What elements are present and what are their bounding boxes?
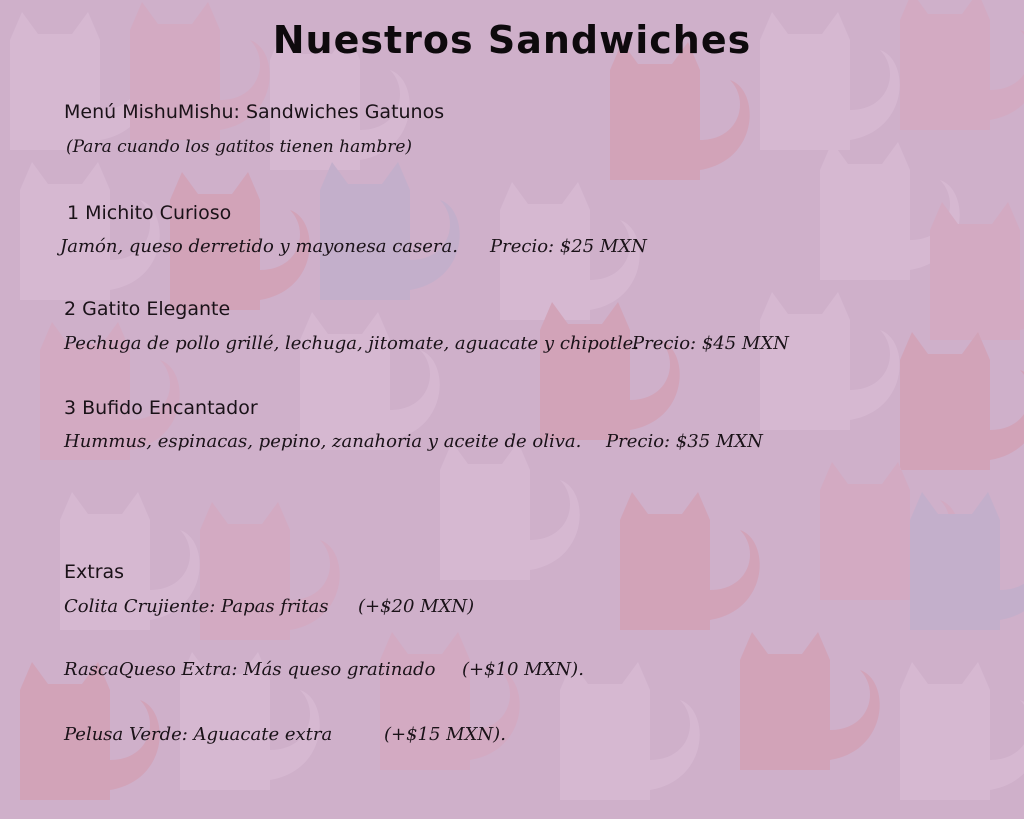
extras-heading: Extras — [64, 561, 125, 583]
menu-subtitle: (Para cuando los gatitos tienen hambre) — [66, 137, 413, 157]
extra-price: (+$15 MXN). — [384, 724, 506, 745]
item-name: 1 Michito Curioso — [67, 202, 232, 224]
extra-label: Pelusa Verde: Aguacate extra — [64, 724, 333, 745]
extra-price: (+$20 MXN) — [358, 596, 475, 617]
extra-label: RascaQueso Extra: Más queso gratinado — [64, 659, 436, 680]
item-name: 2 Gatito Elegante — [64, 298, 231, 320]
item-price: Precio: $45 MXN — [632, 333, 789, 354]
item-price: Precio: $25 MXN — [490, 236, 647, 257]
page-title: Nuestros Sandwiches — [272, 18, 752, 62]
extra-label: Colita Crujiente: Papas fritas — [64, 596, 329, 617]
item-description: Pechuga de pollo grillé, lechuga, jitomate, aguacate y chipotle. — [64, 333, 639, 354]
item-description: Jamón, queso derretido y mayonesa casera. — [60, 236, 458, 257]
extra-price: (+$10 MXN). — [462, 659, 584, 680]
item-description: Hummus, espinacas, pepino, zanahoria y aceite de oliva. — [64, 431, 582, 452]
item-price: Precio: $35 MXN — [606, 431, 763, 452]
item-name: 3 Bufido Encantador — [64, 397, 258, 419]
menu-title: Menú MishuMishu: Sandwiches Gatunos — [64, 101, 445, 123]
